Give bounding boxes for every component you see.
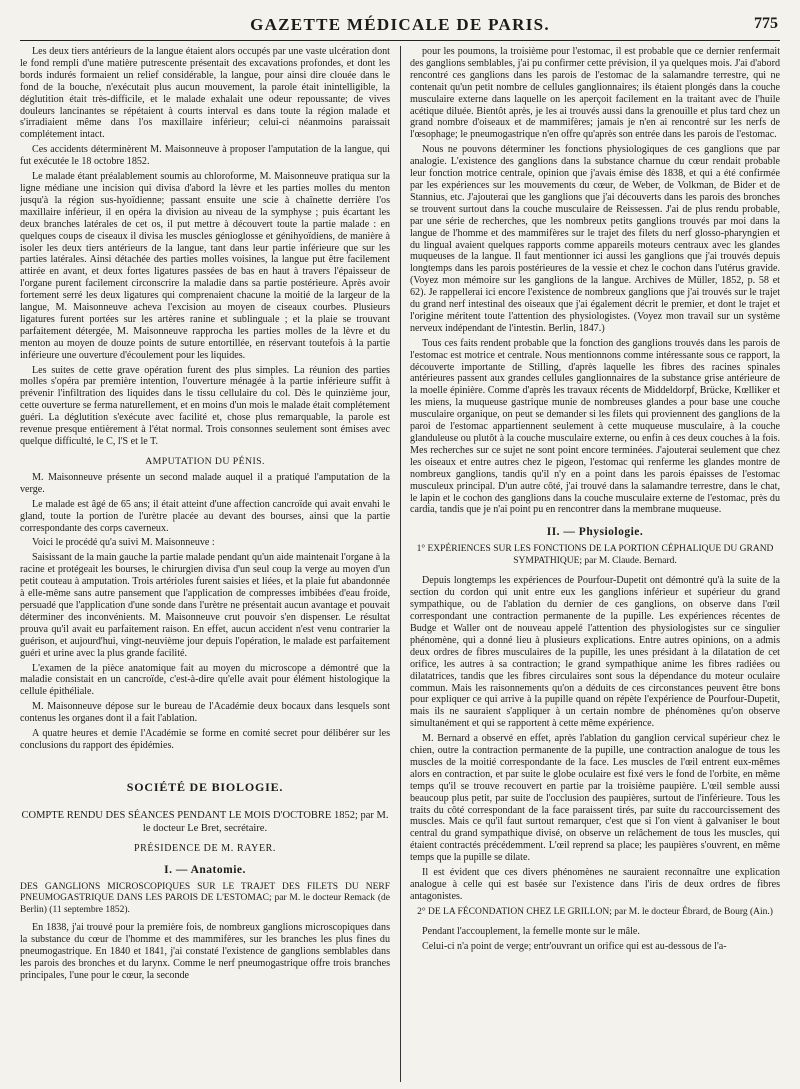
section-title-anatomy: I. — Anatomie. <box>164 863 246 876</box>
page-header <box>20 10 780 41</box>
paragraph: M. Maisonneuve présente un second malade auquel il a pratiqué l'amputation de la verge. <box>20 471 390 495</box>
article-title: DES GANGLIONS MICROSCOPIQUES SUR LE TRAJET DES FILETS DU NERF PNEUMOGASTRIQUE DANS LES PAROIS DE L'ESTOMAC; par M. le docteur Remack (de Berlin) (11 septembre 1852). <box>20 881 390 915</box>
left-column <box>20 46 390 1082</box>
paragraph: Il est évident que ces divers phénomènes ne sauraient reconnaître une explication analogue à celle qui est basée sur l'existence dans l'iris de deux ordres de fibres antagonistes. <box>410 867 780 902</box>
paragraph: M. Maisonneuve dépose sur le bureau de l'Académie deux bocaux dans lesquels sont contenus les organes dont il a fait l'ablation. <box>20 701 390 725</box>
paragraph: Les suites de cette grave opération furent des plus simples. La réunion des parties molles s'opéra par première intention, l'ouverture ménagée à la partie inférieure suffit à prévenir l'infiltration des liquides dans le tissu cellulaire du col. Dès le quinzième jour, cette ouverture se ferma naturellement, et en moins d'un mois le malade était complétement guéri. La déglutition s'exécute avec facilité et, chose plus remarquable, la parole est revenue presque entièrement à l'état normal. Trois consonnes seulement sont émises avec quelque difficulté, le C, l'S et le T. <box>20 364 390 447</box>
page-number: 775 <box>754 15 778 32</box>
paragraph: Voici le procédé qu'a suivi M. Maisonneuve : <box>32 537 215 549</box>
paragraph: En 1838, j'ai trouvé pour la première fois, de nombreux ganglions microscopiques dans la substance du cœur de l'homme et des mammifères, sur les branches les plus fines du pneumogastrique. En 1840 et 1841, j'ai constaté l'existence de ganglions semblables dans les parois des bronches et du larynx. Comme le nerf pneumogastrique offre trois branches principales, l'une pour le cœur, la seconde <box>20 922 390 981</box>
section-title-physiology: II. — Physiologie. <box>546 526 644 539</box>
subsection-title: AMPUTATION DU PÉNIS. <box>145 455 265 467</box>
paragraph: L'examen de la pièce anatomique fait au moyen du microscope a démontré que la maladie consistait en un cancroïde, c'est-à-dire qu'elle avait pour élément histologique la cellule épithéliale. <box>20 662 390 698</box>
journal-title: GAZETTE MÉDICALE DE PARIS. <box>250 15 550 34</box>
paragraph: Celui-ci n'a point de verge; entr'ouvrant un orifice qui est au-dessous de l'a- <box>422 941 727 953</box>
report-heading: COMPTE RENDU DES SÉANCES PENDANT LE MOIS D'OCTOBRE 1852; par M. le docteur Le Bret, secrétaire. <box>21 809 389 834</box>
right-column <box>410 46 780 1082</box>
page <box>20 10 780 1082</box>
paragraph: pour les poumons, la troisième pour l'estomac, il est probable que ce dernier renfermait des ganglions semblables, j'ai pu confirmer cette prévision, il ya quelques mois. J'ai d'abord rencontré ces ganglions dans les parois de l'estomac de la salamandre terrestre, qui ne contenait qu'un petit nombre de cellules ganglionnaires; ils étaient plongés dans la couche musculaire externe dans laquelle on les aperçoit facilement en la traitant avec de l'huile acétique diluée. Bientôt après, je les ai trouvés aussi dans la grenouille et plus tard chez un grand nombre d'oiseaux et de mammifères; jamais je n'en ai rencontré sur les nerfs de l'œsophage; le pneumogastrique n'en offre qu'après son entrée dans les parois de l'estomac. <box>410 46 780 141</box>
paragraph: Les deux tiers antérieurs de la langue étaient alors occupés par une vaste ulcération dont le fond rempli d'une matière putrescente présentait des excavations profondes, et dont les bords indurés formaient un relief considérable, la langue, pour ainsi dire clouée dans le fond de la bouche, n'exécutait plus aucun mouvement, la parole était inintelligible, la déglutition était très-difficile, et le malade exhalait une odeur repoussante; de vives douleurs lancinantes se répétaient à courts interval es dans toute la région malade et s'irradiaient même dans l'os maxillaire inférieur; celui-ci néanmoins paraissait complétement intact. <box>20 46 390 141</box>
paragraph: Nous ne pouvons déterminer les fonctions physiologiques de ces ganglions que par analogie. L'existence des ganglions dans la substance charnue du cœur rendait probable leur fonction motrice centrale, opinion que j'avais émise dès 1838, et qui a été confirmée par les expériences sur les mouvements du cœur, de Weber, de Volkman, de Bider et de Stannius, etc. J'ajouterai que les ganglions que j'ai découverts dans les parois des bronches se trouvent surtout dans la couche musculaire de Reissessen. J'ai de plus rendu probable, par une série de recherches, que les nombreux petits ganglions trouvés par moi dans la langue de l'homme et des mammifères sur le trajet des filets du nerf glosso-pharyngien et du lingual avaient quelques rapports comme appareils moteurs centraux avec les glandes muqueuses de la langue. Il faut mentionner ici aussi les ganglions que j'ai trouvés depuis longtemps dans les parois postérieures de la vessie et chez le cochon dans l'utérus gravide. (Voyez mon mémoire sur les ganglions de la langue. Archives de Müller, 1852, p. 58 et 62). Je rappellerai ici encore l'existence de nombreux ganglions que j'ai trouvés sur le trajet du grand nerf intestinal des oiseaux que j'ai également décrit le premier, et dont le trajet et l'origine méritent toute l'attention des physiologistes. (Voyez mon travail sur un système nerveux indépendant de l'intestin. Berlin, 1847.) <box>410 144 780 334</box>
paragraph: Pendant l'accouplement, la femelle monte sur le mâle. <box>422 926 640 938</box>
article-title: 2° DE LA FÉCONDATION CHEZ LE GRILLON; par M. le docteur Ébrard, de Bourg (Ain.) <box>417 906 773 917</box>
presidency-line: PRÉSIDENCE DE M. RAYER. <box>133 842 277 854</box>
paragraph: M. Bernard a observé en effet, après l'ablation du ganglion cervical supérieur chez le chien, outre la contraction permanente de la pupille, une contraction analogue de tous les muscles de la moitié correspondante de la face. Les muscles de l'œil entrent eux-mêmes alors en contraction, et par suite le globe oculaire est fixé vers le fond de l'orbite, en même temps qu'il se trouve recouvert en partie par la troisième paupière. L'œil semble aussi beaucoup plus petit, par suite de l'occlusion des paupières, surtout de l'inférieure. Tous les traits du côté correspondant de la face paraissent tirés, par suite du raccourcissement des muscles. Mais ce qu'il faut surtout remarquer, c'est que si l'on vient à galvaniser le bout central du grand sympathique divisé, on observe un relâchement de tous les muscles, qui étaient contractés précédemment. L'œil reprend sa place; les paupières s'ouvrent, en même temps que la pupille se dilate. <box>410 733 780 864</box>
columns <box>20 46 780 1082</box>
paragraph: A quatre heures et demie l'Académie se forme en comité secret pour délibérer sur les conclusions du rapport des épidémies. <box>20 728 390 751</box>
article-title: 1° EXPÉRIENCES SUR LES FONCTIONS DE LA PORTION CÉPHALIQUE DU GRAND SYMPATHIQUE; par M. Claude. Bernard. <box>416 544 774 566</box>
paragraph: Saisissant de la main gauche la partie malade pendant qu'un aide maintenait l'organe à la racine et protégeait les bourses, le chirurgien divisa d'un seul coup la verge au moyen d'un petit couteau à amputation. Trois artérioles furent saisies et liées, et la plaie fut abandonnée à elle-même sans autre pansement que l'application de compresses imbibées d'eau froide, persuadé que l'application d'une sonde dans l'urètre ne présentait aucun avantage et pouvait déterminer des inconvénients. M. Maisonneuve crut pouvoir s'en dispenser. Le résultat prouva qu'il avait eu parfaitement raison. En effet, aucun accident n'est venu contrarier la guérison, et aujourd'hui, vingt-neuvième jour depuis l'opération, le malade est parfaitement guéri et urine avec la plus grande facilité. <box>20 552 390 659</box>
paragraph: Tous ces faits rendent probable que la fonction des ganglions trouvés dans les parois de l'estomac est motrice et centrale. Nous mentionnons comme intéressante sous ce rapport, la découverte importante de Stilling, d'après laquelle les fibres des racines spinales antérieures passent aux grandes cellules ganglionnaires de la substance grise antérieure de la moelle épinière. Comme d'après les travaux récents de Middeldorpf, Brücke, Kœlliker et les miens, la muqueuse gastrique munie de nombreuses glandes a pour base une couche musculaire organique, on peut se demander si les filets qui proviennent des ganglions de la paroi de l'estomac appartiennent seulement à cette muqueuse musculaire, à la couche glanduleuse ou plutôt à la couche musculaire externe, ou enfin à ces deux couches à la fois. Mes recherches sur ce sujet ne sont point encore terminées. J'ajouterai seulement que chez les oiseaux et entre autres chez le pigeon, l'estomac qui renferme les glandes montre de nombreux ganglions, tandis qu'il n'y en a point dans les parois épaisses de l'estomac musculeux principal. D'un autre côté, j'ai trouvé dans la salamandre terrestre, dans le chat, le lapin et le cochon des ganglions dans la couche musculaire externe de l'estomac, près du cardia, tandis que je n'ai point pu en rencontrer dans la membrane muqueuse. <box>410 337 780 516</box>
paragraph: Le malade est âgé de 65 ans; il était atteint d'une affection cancroïde qui avait envahi le gland, toute la portion de l'urètre placée au devant des bourses, ainsi que la partie correspondante des corps caverneux. <box>20 498 390 534</box>
paragraph: Ces accidents déterminèrent M. Maisonneuve à proposer l'amputation de la langue, qui fut exécutée le 18 octobre 1852. <box>20 144 390 168</box>
society-heading: SOCIÉTÉ DE BIOLOGIE. <box>126 779 284 794</box>
paragraph: Le malade étant préalablement soumis au chloroforme, M. Maisonneuve pratiqua sur la ligne médiane une incision qui divisa d'abord la lèvre et les parties molles du menton jusqu'à la région sus-hyoïdienne; passant ensuite une scie à chaînette derrière l'os maxillaire inférieur, il en opéra la division au niveau de la symphyse ; puis écartant les deux branches latérales de cet os, il put mettre à découvert toute la partie malade : en quelques coups de ciseaux il divisa les muscles génioglosse et génihyoïdiens, de manière à isoler les deux tiers antérieurs de la langue, tant dans leur partie inférieure que sur les parties latérales. Ainsi détachée des parties molles voisines, la langue put être facilement attirée en avant, et deux fortes ligatures passées de bas en haut à travers l'épaisseur de l'organe purent facilement circonscrire la maladie dans sa partie postérieure. Après avoir fortement serré les deux ligatures qui comprenaient chacune la moitié de la largeur de la langue, M. Maisonneuve acheva l'excision au moyen de ciseaux courbes. Plusieurs ligatures furent portées sur les artères ranine et sublinguale ; et la plaie se trouvant parfaitement détergée, M. Maisonneuve rapprocha les parties molles de la lèvre et du menton au moyen de douze points de suture entortillée, en réservant toutefois à la partie inférieure une ouverture d'écoulement pour les liquides. <box>20 171 390 361</box>
paragraph: Depuis longtemps les expériences de Pourfour-Dupetit ont démontré qu'à la suite de la section du cordon qui unit entre eux les ganglions inférieur et supérieur du grand sympathique, ou de l'ablation du dernier de ces ganglions, on observe dans l'œil correspondant une contraction permanente de la pupille. Les expériences récentes de Budge et Waller ont de nouveau appelé l'attention des physiologistes sur ce singulier phénomène, qui a donné lieu à plusieurs explications. Entre autres opinions, on a admis deux ordres de fibres musculaires de la pupille, les unes présidant à la dilatation de cet orifice, les autres à sa contraction; le grand sympathique anime les fibres radiées ou dilatatrices, tandis que les fibres circulaires sont sous la dépendance du moteur oculaire commun. Mais les raisonnements qu'on a déduits de ces circonstances peuvent être bons pour expliquer ce qui arrive à la pupille quand on répète l'expérience de Pourfour-Dupetit, mais ils ne sauraient s'appliquer à un certain nombre de phénomènes qu'on observe simultanément et qui se rapportent à cette même expérience. <box>410 575 780 730</box>
